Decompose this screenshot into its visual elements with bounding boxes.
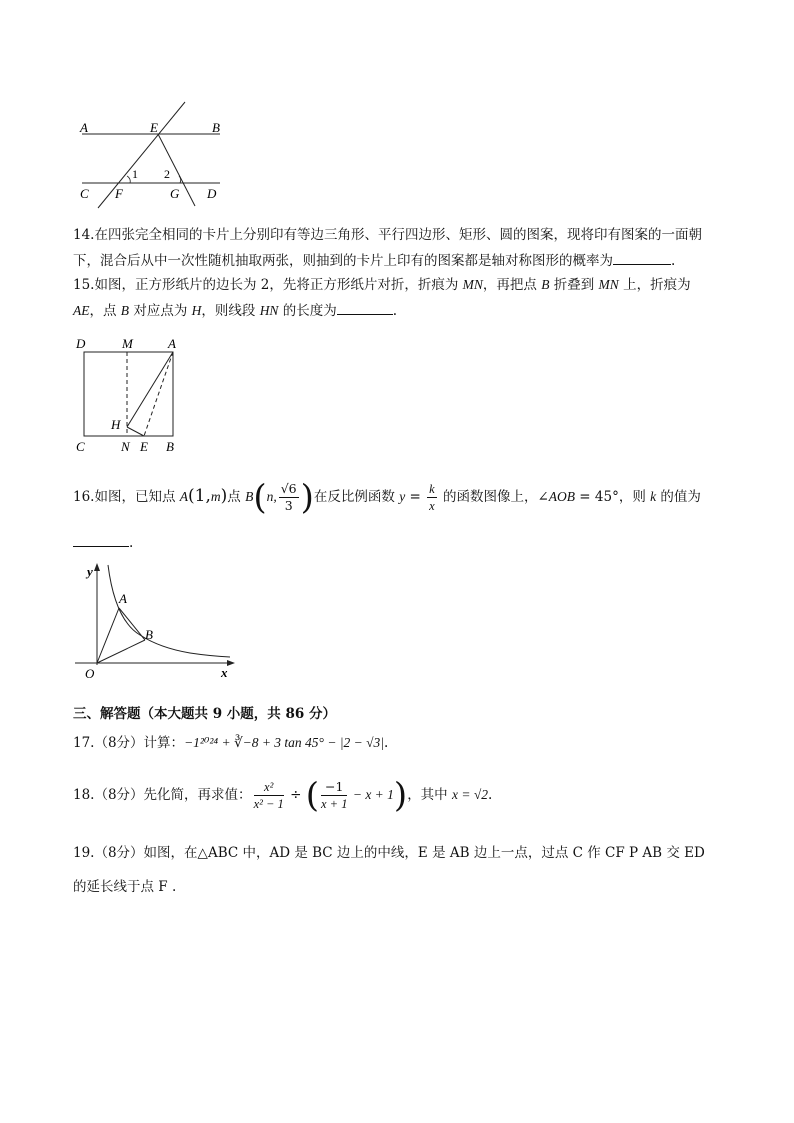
segment-ab <box>119 608 145 640</box>
q16-var-aob: AOB <box>548 489 576 504</box>
q16-x-den: x <box>429 499 435 513</box>
q15-line1 <box>73 272 691 298</box>
label-a: A <box>80 120 88 135</box>
q16-a-coord: (1, <box>188 486 211 506</box>
y-axis-arrow <box>94 563 100 571</box>
q18-f1-num: x² <box>254 779 284 796</box>
q17-expression: −1²⁰²⁴ + ∛−8 + 3 tan 45° − |2 − √3| <box>184 735 385 750</box>
q15-text-2: ，再把点 <box>482 277 542 293</box>
segment-ob <box>97 640 145 663</box>
q18-x-value: x = √2 <box>451 787 488 802</box>
label-b: B <box>166 439 174 454</box>
q18-left-paren: ( <box>305 775 319 816</box>
label-angle-1: 1 <box>132 167 138 181</box>
q19-line2: 的延长线于点 F . <box>73 879 177 895</box>
q16-right-paren: ) <box>300 477 314 518</box>
q16-text-5: ，则 <box>618 489 651 505</box>
q18-end: . <box>488 787 493 803</box>
label-x: x <box>221 665 228 680</box>
q18-f1-den: x² − 1 <box>253 797 284 811</box>
label-b: B <box>212 120 220 135</box>
q16-var-y: y <box>399 489 406 504</box>
label-d: D <box>76 336 86 351</box>
segment-he <box>127 427 144 436</box>
figure-parallel-lines <box>70 100 240 215</box>
q14-line1: 14.在四张完全相同的卡片上分别印有等边三角形、平行四边形、矩形、圆的图案，现将印有图案的一面朝 <box>73 227 702 243</box>
q16-a-close: ) <box>220 486 228 506</box>
q15-text-8: 的长度为 <box>278 303 337 319</box>
label-m: M <box>122 336 133 351</box>
q14-line2-text: 下，混合后从中一次性随机抽取两张，则抽到的卡片上印有的图案都是轴对称图形的概率为 <box>73 253 613 269</box>
q14-end: . <box>671 253 676 269</box>
label-b: B <box>145 627 153 642</box>
label-o: O <box>85 666 95 681</box>
figure-inverse-function <box>70 560 240 685</box>
q16-var-m: m <box>210 489 221 504</box>
q16-text-6: 的值为 <box>656 489 701 505</box>
label-a: A <box>168 336 176 351</box>
q18-f2-den: x + 1 <box>320 797 348 811</box>
q16-fraction-sqrt6-3 <box>279 481 299 514</box>
q16-text-1: 16.如图，已知点 <box>73 489 180 505</box>
q16-text-4: 的函数图像上，∠ <box>438 489 549 505</box>
q18-text-2: ，其中 <box>407 787 452 803</box>
q15-var-b-2: B <box>120 303 130 318</box>
q14-line2 <box>73 248 702 274</box>
section-3-heading: 三、解答题（本大题共 9 小题，共 86 分） <box>73 706 336 722</box>
label-f: F <box>115 186 123 201</box>
question-17 <box>73 730 388 756</box>
square-abcd <box>84 352 173 436</box>
q15-var-h: H <box>191 303 202 318</box>
question-16 <box>73 476 701 517</box>
q15-text-4: 上，折痕为 <box>618 277 691 293</box>
q17-prefix: 17.（8分）计算： <box>73 735 185 751</box>
q16-text-3: 在反比例函数 <box>313 489 400 505</box>
q15-text-5: ，点 <box>89 303 121 319</box>
q15-var-ae: AE <box>73 303 90 318</box>
q18-fraction-1 <box>254 779 284 812</box>
q16-end: . <box>129 535 134 551</box>
q15-var-hn: HN <box>259 303 279 318</box>
label-e: E <box>140 439 148 454</box>
question-14 <box>73 222 702 274</box>
question-19 <box>73 836 705 904</box>
q16-fraction-k-x <box>427 481 437 514</box>
label-g: G <box>170 186 180 201</box>
q15-var-mn: MN <box>462 277 483 292</box>
figure-square-fold <box>70 333 190 458</box>
q18-f2-num: −1 <box>321 779 347 796</box>
q16-k-num: k <box>429 482 435 496</box>
q16-var-b: B <box>245 489 254 504</box>
label-h: H <box>111 417 121 432</box>
label-a: A <box>119 591 127 606</box>
q18-fraction-2 <box>321 779 347 812</box>
label-c: C <box>80 186 89 201</box>
question-18 <box>73 773 492 817</box>
q15-text-6: 对应点为 <box>129 303 192 319</box>
hyperbola-curve <box>108 565 230 657</box>
q16-var-a: A <box>179 489 189 504</box>
segment-ah <box>127 352 173 427</box>
label-c: C <box>76 439 85 454</box>
label-angle-2: 2 <box>164 167 170 181</box>
q16-var-k: k <box>650 489 657 504</box>
q15-answer-blank[interactable] <box>337 300 393 315</box>
q15-end: . <box>392 303 398 319</box>
angle-1-arc <box>127 176 130 183</box>
label-d: D <box>207 186 217 201</box>
label-e: E <box>150 120 158 135</box>
q15-var-mn-2: MN <box>598 277 619 292</box>
q15-text-7: ，则线段 <box>201 303 260 319</box>
label-y: y <box>87 564 93 579</box>
segment-oa <box>97 608 119 663</box>
q16-left-paren: ( <box>253 477 267 518</box>
q16-angle: = 45° <box>575 489 619 505</box>
q16-answer-line <box>73 530 133 556</box>
q15-var-b: B <box>541 277 550 292</box>
q16-frac-num: √6 <box>280 481 297 496</box>
crease-ae <box>144 352 173 436</box>
q16-eq: = <box>405 489 426 505</box>
q16-text-2: 点 <box>227 489 246 505</box>
q16-frac-den: 3 <box>284 498 293 513</box>
q15-text-3: 折叠到 <box>549 277 599 293</box>
q16-answer-blank[interactable] <box>73 532 129 547</box>
q16-var-n: n, <box>266 489 277 504</box>
q18-tail: − x + 1 <box>349 787 394 802</box>
q19-line1: 19.（8分）如图，在△ABC 中，AD 是 BC 边上的中线，E 是 AB 边上一点，过点 C 作 CF P AB 交 ED <box>73 845 705 861</box>
q18-right-paren: ) <box>393 775 408 816</box>
x-axis-arrow <box>227 660 235 666</box>
q18-prefix: 18.（8分）先化简，再求值： <box>73 787 252 803</box>
q14-answer-blank[interactable] <box>613 250 671 265</box>
question-15 <box>73 272 691 324</box>
q18-div: ÷ <box>285 787 306 803</box>
q15-text-1: 15.如图，正方形纸片的边长为 2，先将正方形纸片对折，折痕为 <box>73 277 463 293</box>
label-n: N <box>121 439 130 454</box>
q15-line2 <box>73 298 691 324</box>
q17-end: . <box>384 735 389 751</box>
